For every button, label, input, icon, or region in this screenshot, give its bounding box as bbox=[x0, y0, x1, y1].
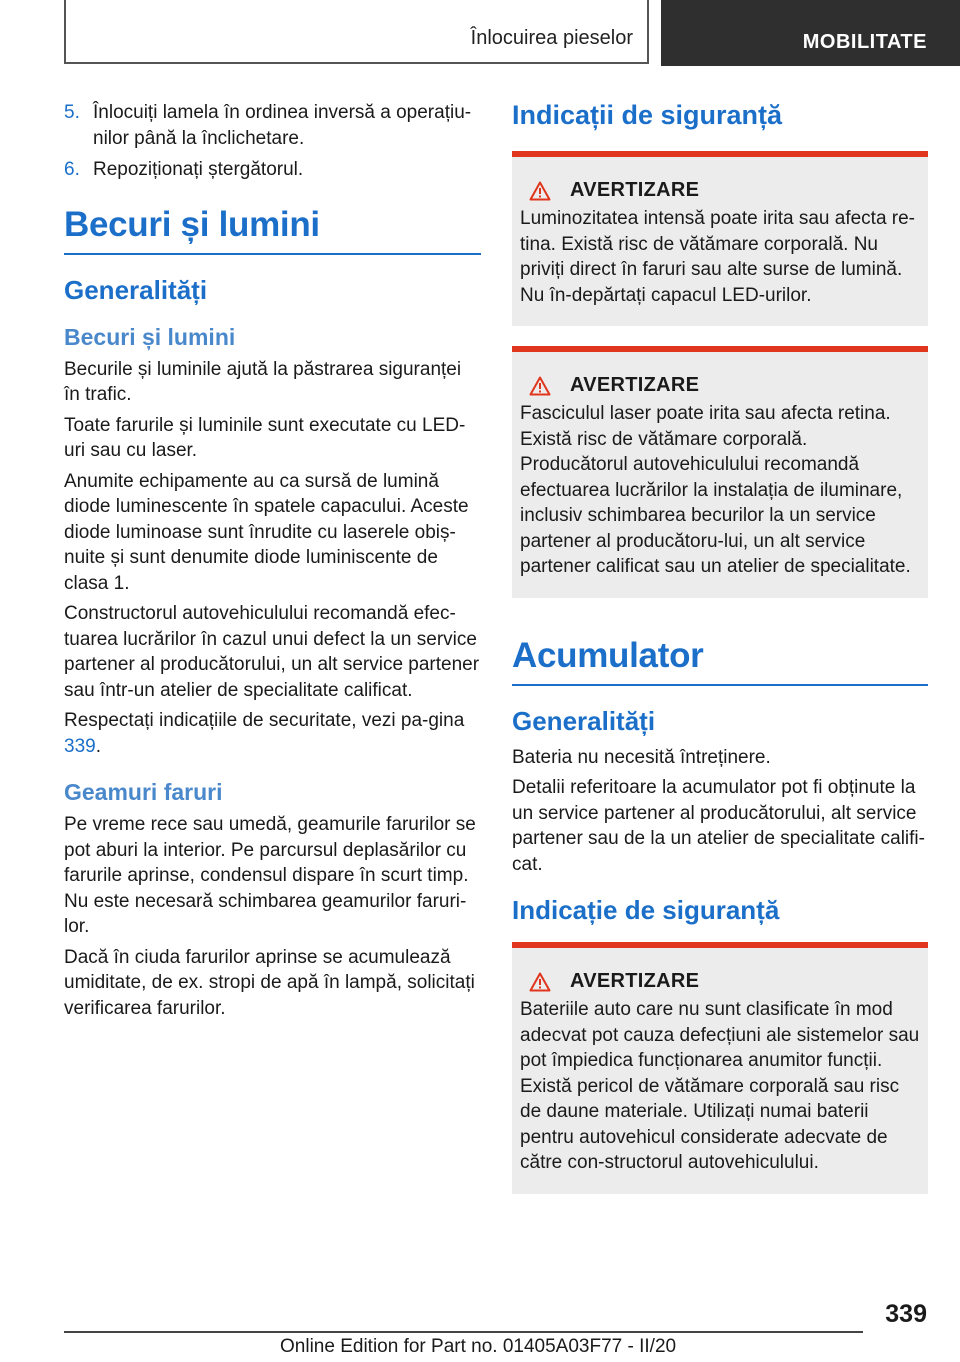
paragraph: Pe vreme rece sau umedă, geamurile farurilor se pot aburi la interior. Pe parcursul deplasărilor cu farurile aprinse, condensul dispare în scurt timp. Nu este necesară schimbarea geamurilor faruri-lor. bbox=[64, 814, 476, 937]
topic-heading-headlight-glass: Geamuri faruri bbox=[64, 779, 223, 805]
warning-text: Bateriile auto care nu sunt clasificate în mod adecvat pot cauza defecțiuni ale sistemelor sau pot împiedica funcționarea anumitor funcții. Există pericol de vătămare corporală sau risc de daune materiale. Utilizați numai baterii pentru autovehicul considerate adecvate de către con-structorul autovehiculului. bbox=[520, 999, 920, 1173]
header-chapter-tab bbox=[661, 0, 960, 66]
page-number: 339 bbox=[885, 1300, 927, 1328]
warning-text: Luminozitatea intensă poate irita sau afecta re-tina. Există risc de vătămare corporală. Nu priviți direct în faruri sau alte surse de lumină. Nu în-depărtați capacul LED-urilor. bbox=[520, 208, 916, 306]
paragraph: Constructorul autovehiculului recomandă efec-tuarea lucrărilor în cazul unui defect la un service partener al producătorului, un alt service partener sau într-un atelier de specialitate calificat. bbox=[64, 603, 480, 701]
footer-divider bbox=[64, 1331, 863, 1333]
subsection-heading-safety: Indicații de siguranță bbox=[512, 100, 783, 130]
warning-header bbox=[520, 374, 920, 397]
subsection-heading-safety-note: Indicație de siguranță bbox=[512, 895, 780, 925]
paragraph: Detalii referitoare la acumulator pot fi obținute la un service partener al producătorului, alt service partener sau de la un atelier de specialitate califi-cat. bbox=[512, 777, 925, 875]
reference-text: Respectați indicațiile de securitate, vezi pa-gina bbox=[64, 710, 465, 731]
left-column bbox=[64, 100, 481, 1026]
paragraph: Anumite echipamente au ca sursă de lumină diode luminescente în spatele capacului. Aceste diode luminoase sunt înrudite cu laserele obiș-nuite și sunt denumite diode luminiscente de clasa 1. bbox=[64, 470, 469, 594]
page-reference-link[interactable]: 339 bbox=[64, 735, 96, 757]
steps-list bbox=[64, 100, 481, 183]
reference-end: . bbox=[95, 735, 101, 757]
warning-box bbox=[512, 346, 928, 598]
step-number: 6. bbox=[64, 159, 80, 180]
subsection-heading-general: Generalități bbox=[64, 274, 208, 305]
step-text: Înlocuiți lamela în ordinea inversă a operațiu-nilor până la înclichetare. bbox=[93, 102, 472, 149]
list-item bbox=[64, 100, 481, 151]
header-section-tab bbox=[64, 0, 649, 64]
section-heading-battery: Acumulator bbox=[512, 636, 928, 686]
paragraph-safety-reference bbox=[64, 708, 481, 759]
section-heading-lights: Becuri și lumini bbox=[64, 205, 481, 255]
paragraph: Becurile și luminile ajută la păstrarea siguranței în trafic. bbox=[64, 358, 462, 405]
list-item bbox=[64, 157, 481, 183]
warning-triangle-icon bbox=[529, 376, 551, 396]
paragraph: Toate farurile și luminile sunt executate cu LED-uri sau cu laser. bbox=[64, 414, 466, 461]
paragraph: Dacă în ciuda farurilor aprinse se acumulează umiditate, de ex. stropi de apă în lampă, solicitați verificarea farurilor. bbox=[64, 946, 475, 1019]
warning-header bbox=[520, 970, 920, 993]
warning-header bbox=[520, 179, 920, 202]
paragraph: Bateria nu necesită întreținere. bbox=[512, 746, 771, 768]
header-section-title: Înlocuirea pieselor bbox=[470, 27, 633, 49]
warning-label: AVERTIZARE bbox=[570, 374, 700, 396]
footer-edition: Online Edition for Part no. 01405A03F77 - II/20 bbox=[280, 1336, 677, 1357]
warning-triangle-icon bbox=[529, 181, 551, 201]
warning-label: AVERTIZARE bbox=[570, 179, 700, 201]
step-number: 5. bbox=[64, 102, 80, 123]
subsection-heading-general: Generalități bbox=[512, 705, 656, 736]
right-column bbox=[512, 100, 928, 1214]
warning-box bbox=[512, 942, 928, 1194]
warning-triangle-icon bbox=[529, 972, 551, 992]
step-text: Repoziționați ștergătorul. bbox=[93, 159, 304, 180]
warning-box bbox=[512, 151, 928, 326]
topic-heading-bulbs: Becuri și lumini bbox=[64, 323, 236, 350]
warning-label: AVERTIZARE bbox=[570, 970, 700, 992]
header-chapter-title: MOBILITATE bbox=[802, 31, 927, 53]
warning-text: Fasciculul laser poate irita sau afecta retina. Există risc de vătămare corporală. Producătorul autovehiculului recomandă efectuarea lucrărilor la instalația de iluminare, inclusiv schimbarea becurilor la un service partener al producătoru-lui, un alt service partener calificat sau un atelier de specialitate. bbox=[520, 403, 911, 577]
